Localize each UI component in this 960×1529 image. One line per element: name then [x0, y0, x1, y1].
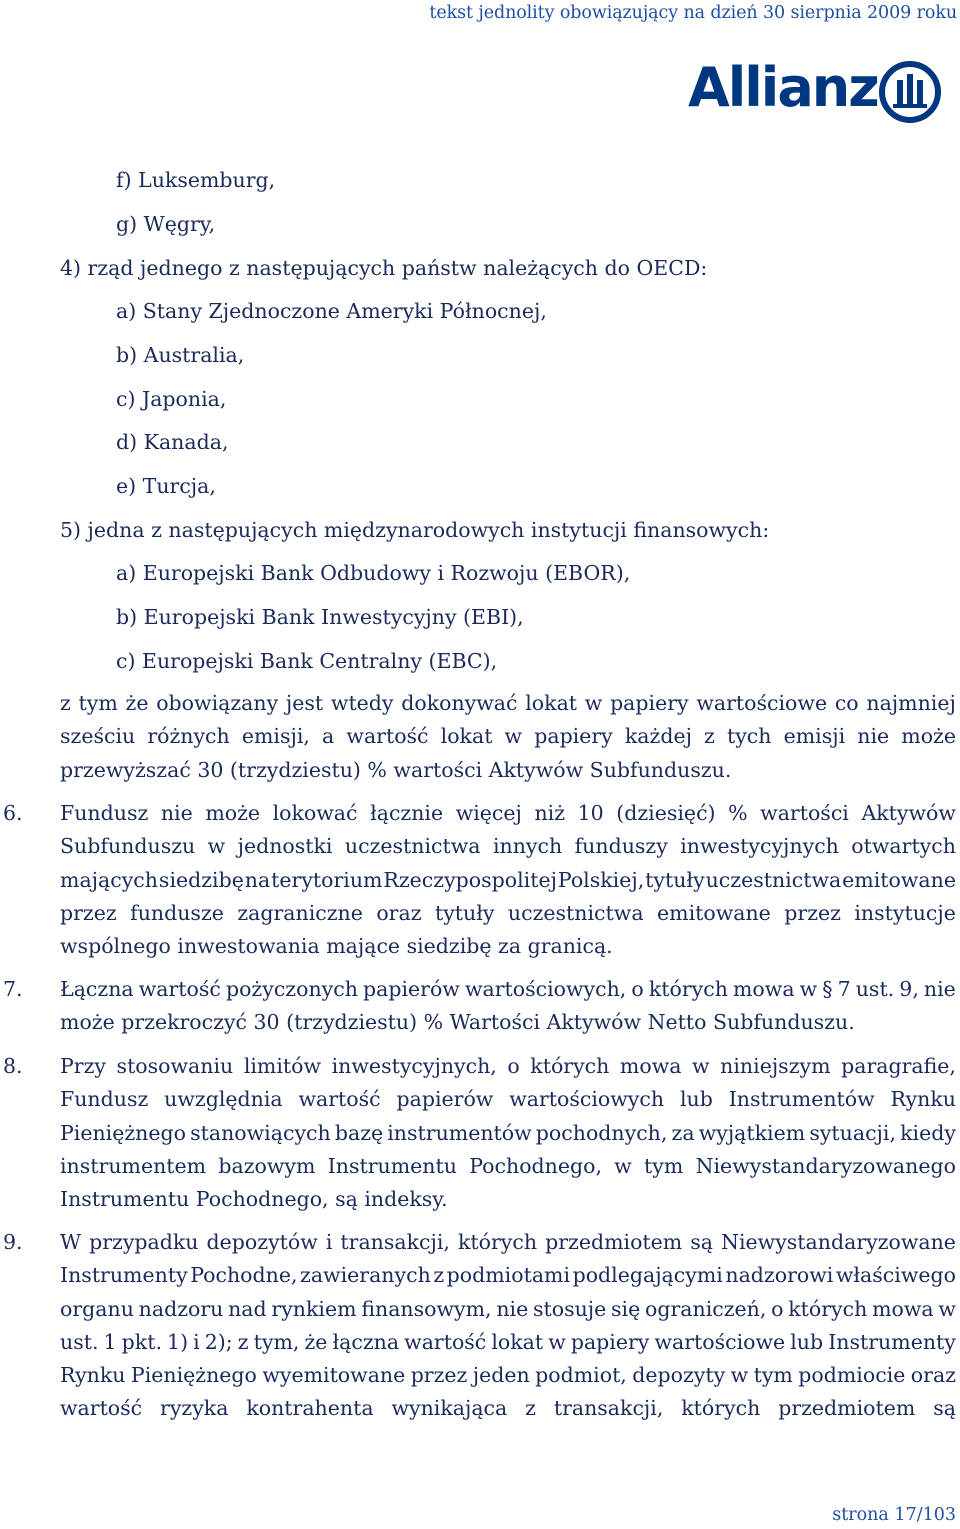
section-9-paragraph [60, 1226, 956, 1426]
section-number-6: 6. [3, 801, 23, 825]
paragraph-line: mających siedzibę na terytorium Rzeczypospolitej Polskiej, tytuły uczestnictwa emitowane [60, 867, 956, 892]
paragraph-line: ust. 1 pkt. 1) i 2); z tym, że łączna wartość lokat w papiery wartościowe lub Instrumenty [60, 1329, 956, 1354]
allianz-eagle-icon [878, 60, 942, 124]
allianz-logo [688, 58, 946, 126]
header-validity-note: tekst jednolity obowiązujący na dzień 30 sierpnia 2009 roku [429, 3, 957, 23]
list-item-4-a: a) Stany Zjednoczone Ameryki Północnej, [116, 299, 547, 323]
list-item-g: g) Węgry, [116, 212, 216, 236]
paragraph-line: W przypadku depozytów i transakcji, których przedmiotem są Niewystandaryzowane [60, 1230, 956, 1254]
paragraph-line: Rynku Pieniężnego wyemitowane przez jeden podmiot, depozyty w tym podmiocie oraz [60, 1363, 956, 1388]
logo-wordmark: Allianz [688, 56, 878, 119]
list-item-5-a: a) Europejski Bank Odbudowy i Rozwoju (EBOR), [116, 561, 631, 585]
list-item-5: 5) jedna z następujących międzynarodowych instytucji finansowych: [60, 518, 770, 542]
list-item-4-e: e) Turcja, [116, 474, 216, 498]
paragraph-line: przez fundusze zagraniczne oraz tytuły uczestnictwa emitowane przez instytucje [60, 900, 956, 925]
paragraph-line: Fundusz nie może lokować łącznie więcej niż 10 (dziesięć) % wartości Aktywów [60, 801, 956, 825]
list-item-4-d: d) Kanada, [116, 430, 229, 454]
paragraph-line: Instrumentu Pochodnego, są indeksy. [60, 1187, 448, 1212]
list-item-4-c: c) Japonia, [116, 387, 227, 411]
paragraph-line: może przekroczyć 30 (trzydziestu) % Wartości Aktywów Netto Subfunduszu. [60, 1010, 855, 1035]
paragraph-line: przewyższać 30 (trzydziestu) % wartości Aktywów Subfunduszu. [60, 757, 732, 782]
section-7-paragraph [60, 973, 956, 1040]
section-number-9: 9. [3, 1230, 23, 1254]
list-item-4-b: b) Australia, [116, 343, 245, 367]
list-item-f: f) Luksemburg, [116, 168, 276, 192]
paragraph-line: organu nadzoru nad rynkiem finansowym, nie stosuje się ograniczeń, o których mowa w [60, 1296, 956, 1321]
paragraph-line: wartość ryzyka kontrahenta wynikająca z transakcji, których przedmiotem są [60, 1396, 956, 1421]
paragraph-line: Fundusz uwzględnia wartość papierów wartościowych lub Instrumentów Rynku [60, 1087, 956, 1112]
paragraph-line: Przy stosowaniu limitów inwestycyjnych, o których mowa w niniejszym paragrafie, [60, 1054, 956, 1078]
page-number: strona 17/103 [832, 1505, 956, 1525]
paragraph-line: Pieniężnego stanowiących bazę instrumentów pochodnych, za wyjątkiem sytuacji, kiedy [60, 1120, 956, 1145]
paragraph-line: Subfunduszu w jednostki uczestnictwa innych funduszy inwestycyjnych otwartych [60, 834, 956, 859]
paragraph-line: wspólnego inwestowania mające siedzibę za granicą. [60, 934, 613, 959]
paragraph-line: Instrumenty Pochodne, zawieranych z podmiotami podlegającymi nadzorowi właściwego [60, 1263, 956, 1288]
list-item-5-c: c) Europejski Bank Centralny (EBC), [116, 649, 498, 673]
paragraph-line: z tym że obowiązany jest wtedy dokonywać lokat w papiery wartościowe co najmniej [60, 691, 956, 715]
list-item-4: 4) rząd jednego z następujących państw należących do OECD: [60, 256, 708, 280]
section-number-8: 8. [3, 1054, 23, 1078]
closing-paragraph [60, 687, 956, 787]
paragraph-line: Łączna wartość pożyczonych papierów wartościowych, o których mowa w § 7 ust. 9, nie [60, 977, 956, 1001]
section-number-7: 7. [3, 977, 23, 1001]
section-8-paragraph [60, 1050, 956, 1216]
paragraph-line: instrumentem bazowym Instrumentu Pochodnego, w tym Niewystandaryzowanego [60, 1153, 956, 1178]
paragraph-line: sześciu różnych emisji, a wartość lokat w papiery każdej z tych emisji nie może [60, 724, 956, 749]
list-item-5-b: b) Europejski Bank Inwestycyjny (EBI), [116, 605, 524, 629]
section-6-paragraph [60, 797, 956, 963]
